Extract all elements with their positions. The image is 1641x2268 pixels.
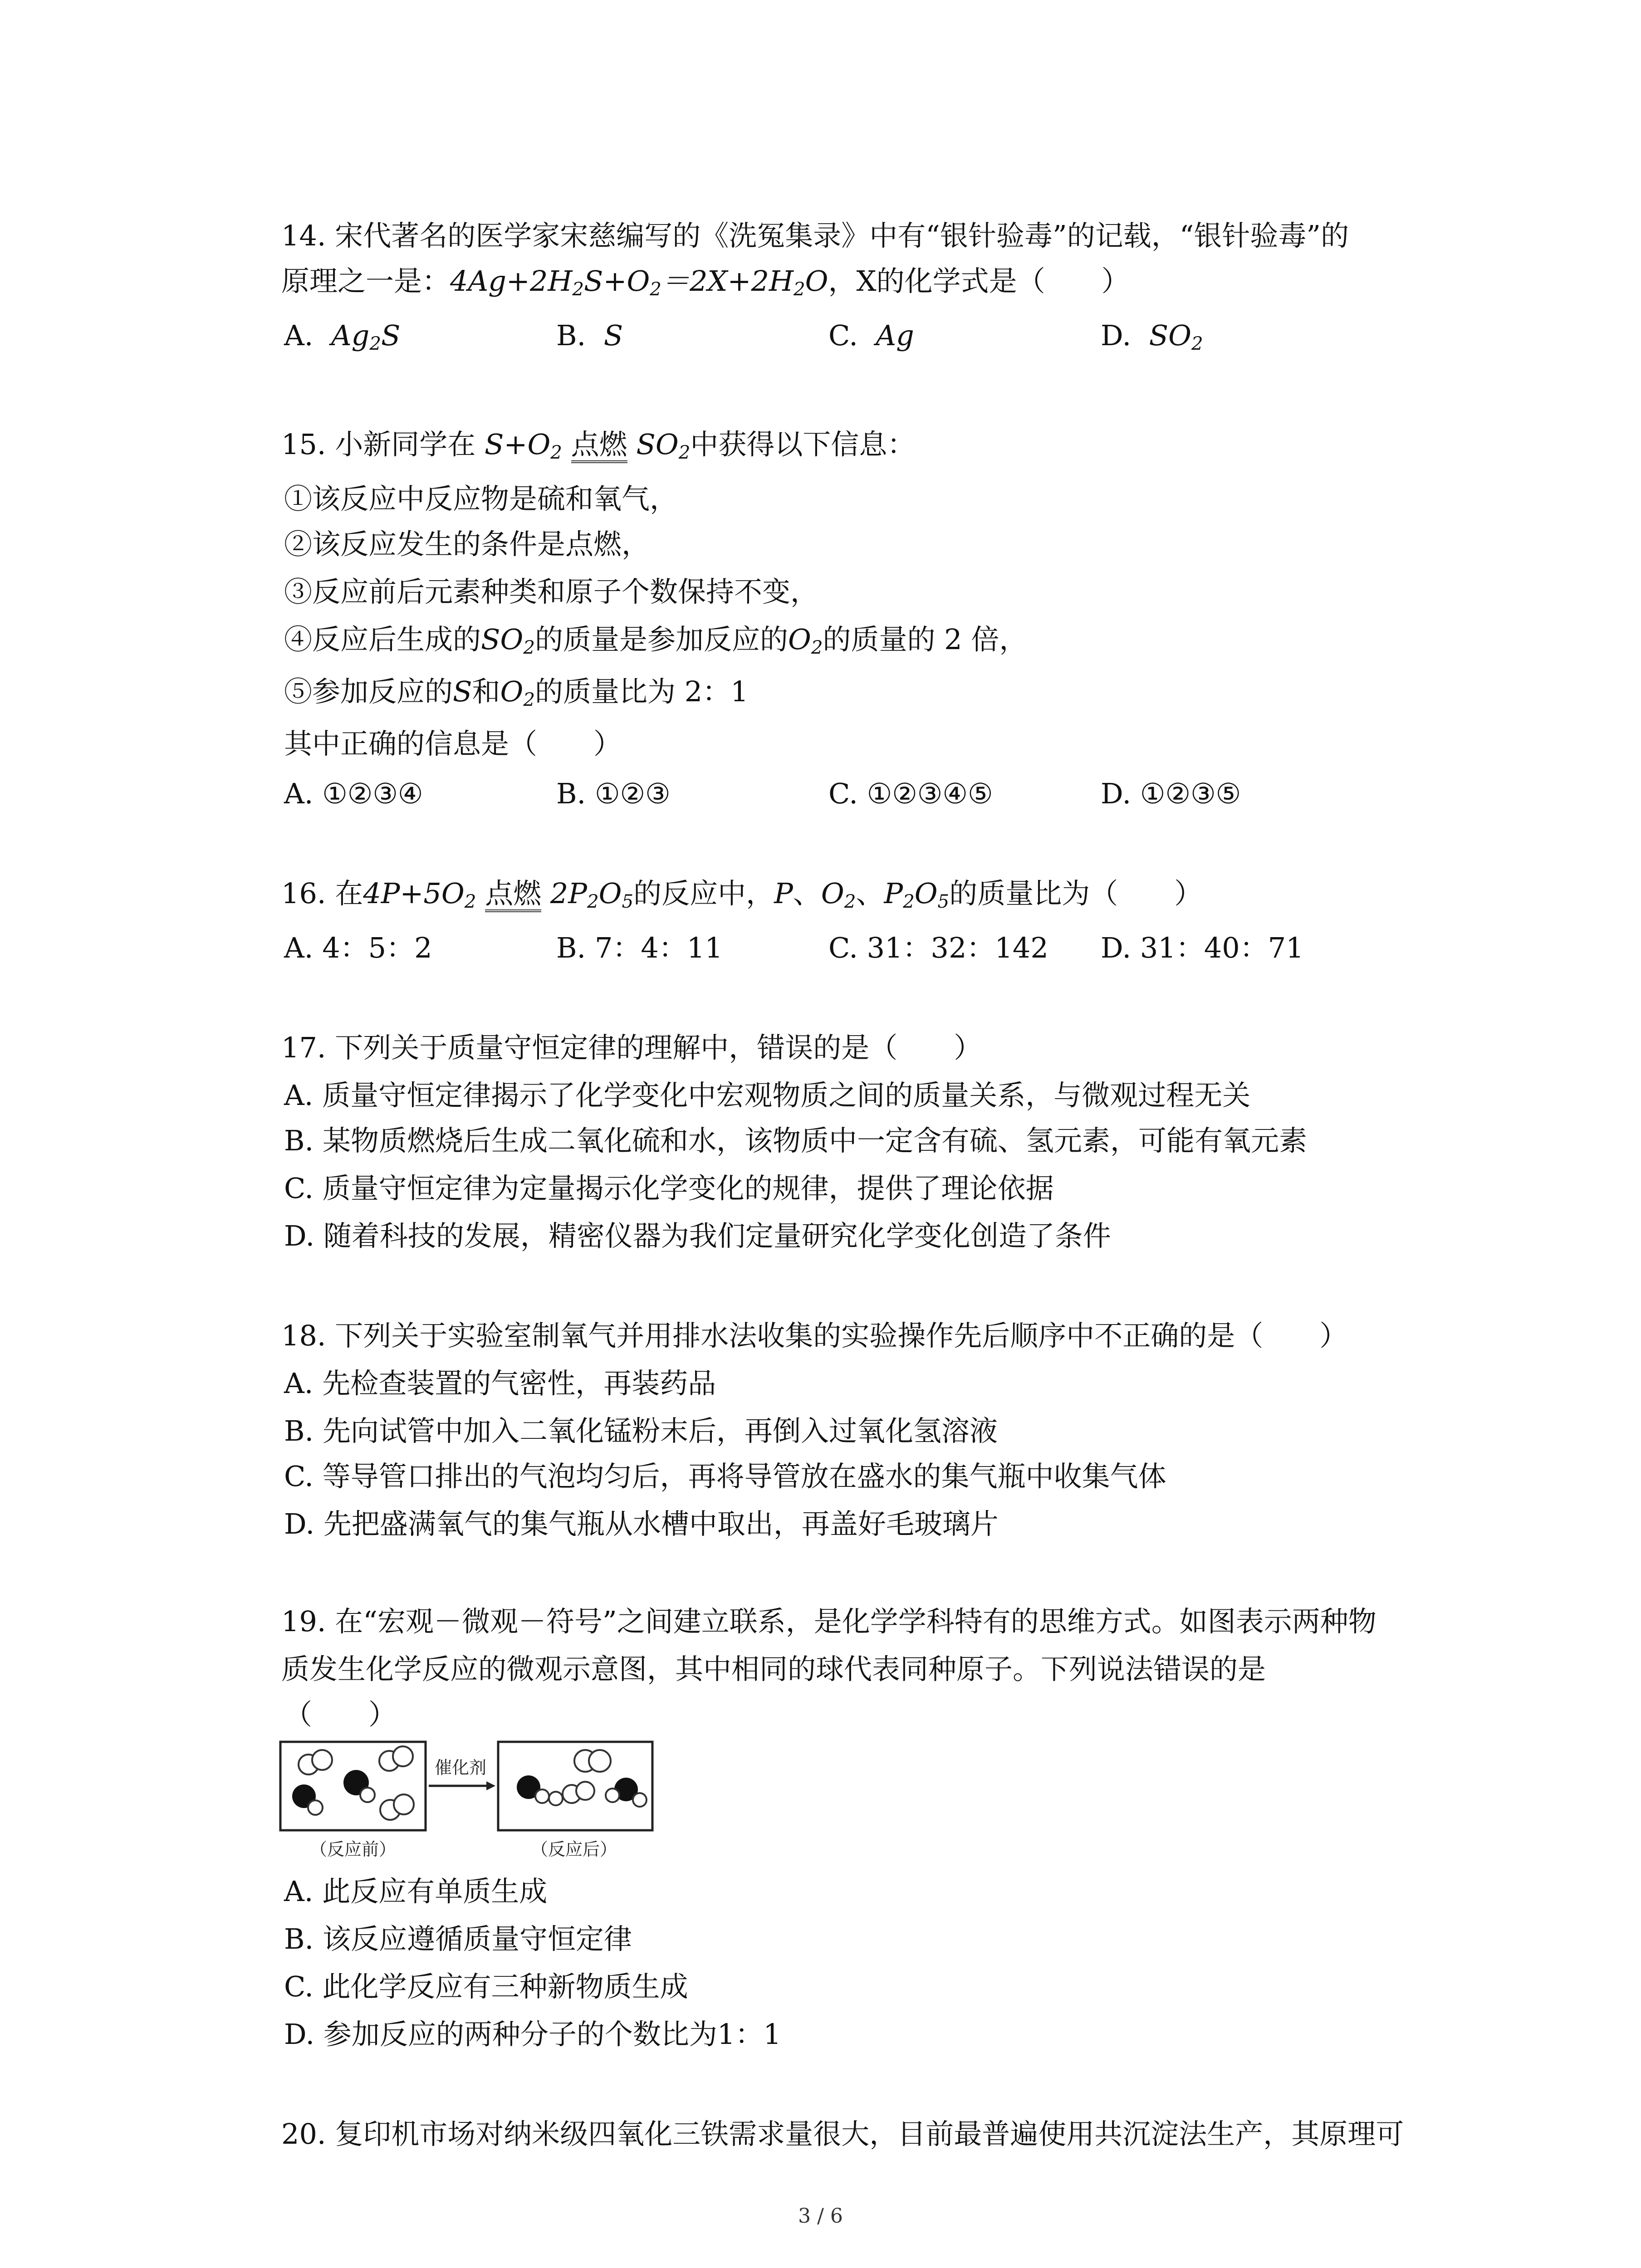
q14-option-c[interactable]: C. Ag [828, 319, 914, 352]
q16-option-c[interactable]: C. 31：32：142 [828, 931, 1048, 964]
q17-option-a[interactable]: A. 质量守恒定律揭示了化学变化中宏观物质之间的质量关系，与微观过程无关 [284, 1079, 1251, 1112]
q17-option-d[interactable]: D. 随着科技的发展，精密仪器为我们定量研究化学变化创造了条件 [284, 1219, 1111, 1252]
q17-option-c[interactable]: C. 质量守恒定律为定量揭示化学变化的规律，提供了理论依据 [284, 1172, 1054, 1205]
q15-question: 其中正确的信息是（ ） [284, 727, 622, 760]
q16-option-b[interactable]: B. 7：4：11 [556, 931, 723, 964]
q20-stem: 20. 复印机市场对纳米级四氧化三铁需求量很大，目前最普遍使用共沉淀法生产，其原理可 [281, 2117, 1404, 2151]
q17-stem: 17. 下列关于质量守恒定律的理解中，错误的是（ ） [281, 1031, 982, 1064]
q15-item-2: ②该反应发生的条件是点燃， [284, 528, 650, 561]
q18-option-a[interactable]: A. 先检查装置的气密性，再装药品 [284, 1367, 716, 1400]
q15-option-c[interactable]: C. ①②③④⑤ [828, 777, 993, 810]
q18-option-c[interactable]: C. 等导管口排出的气泡均匀后，再将导管放在盛水的集气瓶中收集气体 [284, 1460, 1166, 1493]
q19-option-c[interactable]: C. 此化学反应有三种新物质生成 [284, 1970, 688, 2003]
arrow-head [486, 1781, 495, 1790]
q15-stem: 15. 小新同学在 $S+O_2$ 点燃 $SO_2$中获得以下信息： [281, 428, 916, 464]
q15-option-d[interactable]: D. ①②③⑤ [1101, 777, 1241, 810]
q14-stem-line2: 原理之一是：$4Ag+2H_2S+O_2=2X+2H_2O$，X的化学式是（ ） [281, 264, 1130, 300]
page-number: 3 / 6 [798, 2204, 843, 2228]
q18-option-d[interactable]: D. 先把盛满氧气的集气瓶从水槽中取出，再盖好毛玻璃片 [284, 1507, 999, 1540]
q16-options [284, 930, 1464, 966]
q15-item-4: ④反应后生成的$SO_2$的质量是参加反应的$O_2$的质量的 2 倍， [284, 623, 1028, 659]
q19-stem-line3: （ ） [284, 1698, 397, 1731]
q19-option-d[interactable]: D. 参加反应的两种分子的个数比为1：1 [284, 2018, 781, 2051]
after-label: （反应后） [530, 1839, 617, 1859]
arrow-label: 催化剂 [434, 1758, 487, 1778]
q18-option-b[interactable]: B. 先向试管中加入二氧化锰粉末后，再倒入过氧化氢溶液 [284, 1414, 998, 1447]
q14-options [284, 318, 1464, 354]
q15-item-5: ⑤参加反应的S和$O_2$的质量比为 2：1 [284, 675, 749, 711]
q14-option-a[interactable]: A. $Ag_2S$ [284, 319, 401, 355]
q15-condition: 点燃 [571, 429, 627, 463]
q15-options [284, 776, 1464, 812]
q19-option-b[interactable]: B. 该反应遵循质量守恒定律 [284, 1922, 632, 1955]
q14-option-d[interactable]: D. $SO_2$ [1101, 319, 1203, 355]
q15-option-b[interactable]: B. ①②③ [556, 777, 671, 810]
q16-condition: 点燃 [485, 878, 541, 912]
q18-stem: 18. 下列关于实验室制氧气并用排水法收集的实验操作先后顺序中不正确的是（ ） [281, 1319, 1348, 1352]
q16-option-d[interactable]: D. 31：40：71 [1101, 931, 1304, 964]
q16-stem: 16. 在$4P+5O_2$ 点燃 $2P_2O_5$的反应中，P、$O_2$、$P_2O_5$的质量比为（ ） [281, 877, 1203, 913]
q19-stem-line1: 19. 在“宏观－微观－符号”之间建立联系，是化学学科特有的思维方式。如图表示两种物 [281, 1605, 1376, 1638]
q17-option-b[interactable]: B. 某物质燃烧后生成二氧化硫和水，该物质中一定含有硫、氢元素，可能有氧元素 [284, 1124, 1307, 1157]
q15-item-3: ③反应前后元素种类和原子个数保持不变， [284, 575, 819, 608]
q19-stem-line2: 质发生化学反应的微观示意图，其中相同的球代表同种原子。下列说法错误的是 [281, 1652, 1266, 1686]
q19-option-a[interactable]: A. 此反应有单质生成 [284, 1875, 548, 1908]
q14-option-b[interactable]: B. S [556, 319, 623, 352]
q19-reaction-diagram [277, 1737, 662, 1864]
before-label: （反应前） [309, 1839, 397, 1859]
q14-stem-line1: 14. 宋代著名的医学家宋慈编写的《洗冤集录》中有“银针验毒”的记载，“银针验毒”的 [281, 219, 1349, 252]
q15-item-1: ①该反应中反应物是硫和氧气， [284, 482, 678, 515]
q16-option-a[interactable]: A. 4：5：2 [284, 931, 432, 964]
q15-option-a[interactable]: A. ①②③④ [284, 777, 423, 810]
